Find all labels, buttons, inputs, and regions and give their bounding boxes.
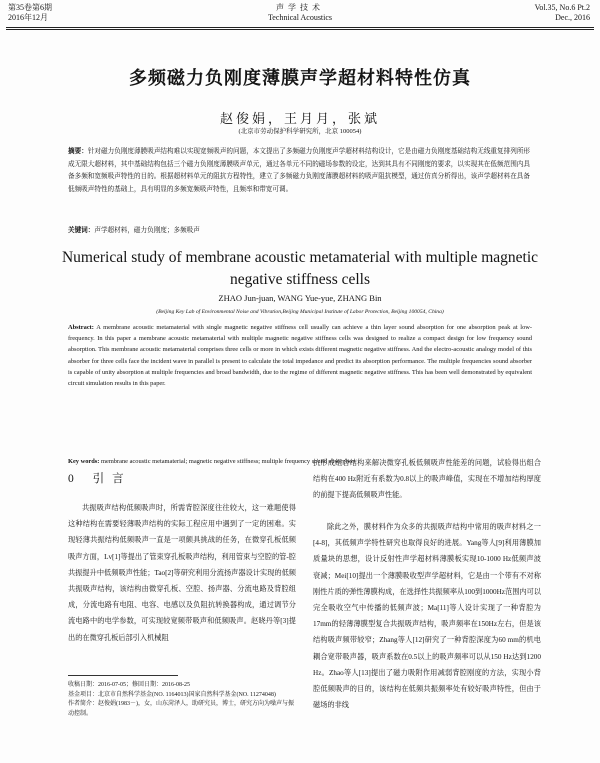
authors-en: ZHAO Jun-juan, WANG Yue-yue, ZHANG Bin [218,293,382,303]
header-journal-cn: 声学技术 [276,3,324,12]
keywords-cn-label: 关键词： [68,227,95,234]
keywords-cn-text: 声学超材料，磁力负刚度；多频吸声 [94,227,200,234]
affiliation-cn: (北京市劳动保护科学研究所，北京 100054) [238,128,362,135]
affiliation-en: (Beijing Key Lab of Environmental Noise and Vibration,Beijing Municipal Institute of Labor Protection, Beijing 100054, China) [156,309,444,315]
abstract-en-text: A membrane acoustic metamaterial with single magnetic negative stiffness cell usually can achieve a thin layer sound absorption for one absorption peak at low-frequency. In this paper a membrane acoustic metamaterial with multiple magnetic negative stiffness cells was designed to realize a compact design for low frequency sound absorption. This membrane acoustic metamaterial comprises three cells or more in which exists different magnetic negative stiffness. And the electro-acoustic analogy model of this absorber for three cells face the incident wave in parallel is present to calculate the total impedance and predict its absorption performance. The multiple frequencies sound absorber is capable of unity absorption at multiple frequencies and broad bandwidth, due to the regime of different magnetic negative stiffness. This has been well demonstrated by equivalent circuit simulation results in this paper. [68,324,533,388]
body-column-right-paragraph-2: 除此之外，膜材料作为众多的共振吸声结构中常用的吸声材料之一[4-8]，其低频声学特性研究也取得良好的进展。Yang等人[9]利用薄膜加质量块的思想，设计反射性声学超材料薄膜板实现10-1000 Hz低频声波衰减；Mei[10]提出一个薄膜吸收型声学超材料，它是由一个带有不对称刚性片质的弹性薄膜构成，在选择性共振频率从100到1000Hz范围内可以完全吸收空气中传播的低频声波；Ma[11]等人设计实现了一种背腔为17mm的轻薄薄膜型复合共振吸声结构，吸声频率在150Hz左右，但是该结构吸声频带较窄；Zhang等人[12]研究了一种背腔深度为60 mm的机电耦合宽带吸声器，吸声系数在0.5以上的吸声频率可以从150 Hz达到1200 Hz。Zhao等人[13]提出了磁力吸附作用减弱背腔刚度的方法，实现小背腔低频吸声的目的，该结构在低频共振频率处有较好吸声特性，但由于磁场的非线 [313,523,541,710]
abstract-en-label: Abstract: [68,324,94,331]
footnote [68,681,298,719]
running-header-right [535,3,590,23]
body-column-right-paragraph-1: 抗形成组合结构来解决微穿孔板低频吸声性能差的问题，试验得出组合结构在400 Hz附近有系数为0.8以上的吸声峰值，实现在不增加结构厚度的前提下提高低频吸声性能。 [313,459,541,500]
paper-title-en: Numerical study of membrane acoustic metamaterial with multiple magnetic negative stiffness cells [61,249,539,288]
section-title: 引言 [92,473,132,485]
section-heading [68,470,132,486]
keywords-en-text: membrane acoustic metamaterial; magnetic negative stiffness; multiple frequency sound absorption [101,458,356,465]
footnote-author: 作者简介：赵俊娟(1983－)，女，山东菏泽人，助研究员，博士，研究方向为噪声与振动控制。 [68,701,294,717]
keywords-cn [68,225,530,237]
header-rule-second [6,29,594,30]
header-date-cn: 2016年12月 [8,13,48,22]
body-column-left: 共振吸声结构低频吸声时，所需背腔深度往往较大，这一难题使得这种结构在需要轻薄吸声结构的实际工程应用中遇到了一定的困难。实现轻薄共振结构低频吸声一直是一项颇具挑战的任务，在微穿孔板低频吸声方面，Lv[1]等提出了管束穿孔板吸声结构，利用管束与空腔的管-腔共振提升中低频吸声性能；Tao[2]等研究利用分流扬声器设计实现的低频共振吸声结构，该结构由微穿孔板、空腔、扬声器、分流电路及背腔组成，分流电路有电阻、电容、电感以及负阻抗转换器构成，通过调节分流电路中的电学参数，可实现较宽频带吸声和低频吸声。赵晓丹等[3]提出的在微穿孔板后部引入机械阻 [68,504,296,642]
header-journal-en: Technical Acoustics [267,13,333,22]
abstract-cn-text: 针对磁力负刚度薄膜吸声结构难以实现宽频吸声的问题，本文提出了多频磁力负刚度声学超材料结构设计，它是由磁力负刚度基础结构无线重复排列所形成无限大超材料，其中基础结构包括三个磁力负刚度薄膜吸声单元，通过各单元不同的磁场参数的设定，达到其具有不同刚度的要求，以实现其在低频范围内具备多频和宽频吸声特性的目的。根据超材料单元的阻抗方程特性，建立了多频磁力负刚度薄膜超材料的吸声阻抗模型，通过仿真分析得出，该声学超材料在具备低频吸声特性的基础上，具有明显的多频宽频吸声特性，且频率和带宽可调。 [68,148,531,193]
header-volume-en: Vol.35, No.6 Pt.2 [534,3,590,12]
header-date-en: Dec., 2016 [555,13,590,22]
running-header-center [0,3,600,23]
section-number: 0 [68,473,82,485]
authors-cn: 赵俊娟，王月月，张斌 [219,111,380,126]
keywords-en-label: Key words: [68,458,100,465]
footnote-received: 收稿日期：2016-07-05；修回日期：2016-08-25 [68,682,190,688]
abstract-cn-label: 摘要： [68,148,88,155]
footnote-rule [68,675,178,676]
footnote-funding: 基金项目：北京市自然科学基金(NO. 1164013)国家自然科学基金(NO. 11274048) [68,691,276,698]
paper-title-cn: 多频磁力负刚度薄膜声学超材料特性仿真 [129,68,471,89]
header-rule [6,27,594,28]
abstract-en [68,322,532,389]
abstract-cn [68,146,530,196]
header-volume-cn: 第35卷第6期 [8,3,52,12]
